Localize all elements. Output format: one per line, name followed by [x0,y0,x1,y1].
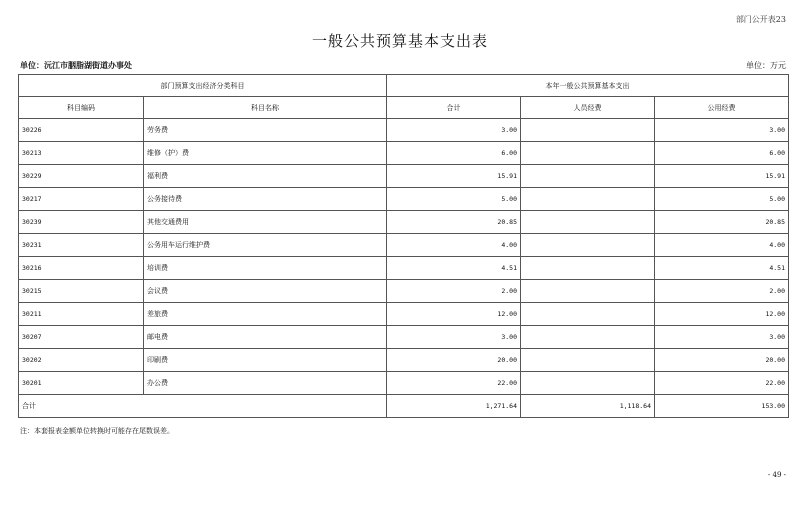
cell-personnel [521,372,655,395]
table-row [19,188,789,211]
table-row [19,303,789,326]
cell-name: 会议费 [144,280,387,303]
cell-code: 30201 [19,372,144,395]
table-row [19,326,789,349]
cell-public: 2.00 [655,280,789,303]
cell-code: 30211 [19,303,144,326]
cell-personnel [521,280,655,303]
cell-total: 15.91 [387,165,521,188]
column-header-personnel: 人员经费 [521,97,655,119]
cell-personnel [521,326,655,349]
cell-personnel [521,119,655,142]
cell-code: 30231 [19,234,144,257]
cell-name: 劳务费 [144,119,387,142]
cell-public: 3.00 [655,326,789,349]
cell-code: 30217 [19,188,144,211]
cell-name: 公务用车运行维护费 [144,234,387,257]
cell-total: 3.00 [387,326,521,349]
cell-name: 办公费 [144,372,387,395]
group-header-expenditure: 本年一般公共预算基本支出 [387,75,789,97]
cell-total: 2.00 [387,280,521,303]
cell-code: 30226 [19,119,144,142]
cell-total: 20.00 [387,349,521,372]
cell-public: 4.00 [655,234,789,257]
cell-code: 30202 [19,349,144,372]
group-header-classification: 部门预算支出经济分类科目 [19,75,387,97]
cell-code: 30229 [19,165,144,188]
cell-personnel [521,165,655,188]
cell-name: 差旅费 [144,303,387,326]
cell-public: 5.00 [655,188,789,211]
cell-total: 22.00 [387,372,521,395]
cell-total: 5.00 [387,188,521,211]
table-row [19,211,789,234]
cell-name: 福利费 [144,165,387,188]
cell-public: 15.91 [655,165,789,188]
cell-name: 其他交通费用 [144,211,387,234]
cell-name: 印刷费 [144,349,387,372]
total-label: 合计 [19,395,387,418]
total-personnel: 1,118.64 [521,395,655,418]
table-row [19,119,789,142]
cell-total: 4.00 [387,234,521,257]
cell-total: 12.00 [387,303,521,326]
currency-unit: 单位：万元 [746,61,786,70]
total-sum: 1,271.64 [387,395,521,418]
page-title: 一般公共预算基本支出表 [311,32,488,50]
document-code: 部门公开表23 [735,15,786,24]
footnote: 注：本套报表金额单位转换时可能存在尾数误差。 [20,427,174,435]
table-row [19,234,789,257]
page-number: - 49 - [767,471,786,479]
cell-code: 30213 [19,142,144,165]
cell-public: 6.00 [655,142,789,165]
cell-code: 30207 [19,326,144,349]
cell-total: 3.00 [387,119,521,142]
cell-public: 3.00 [655,119,789,142]
total-public: 153.00 [655,395,789,418]
cell-name: 培训费 [144,257,387,280]
cell-total: 4.51 [387,257,521,280]
column-header-name: 科目名称 [144,97,387,119]
table-row [19,372,789,395]
column-header-total: 合计 [387,97,521,119]
cell-name: 维修（护）费 [144,142,387,165]
cell-total: 6.00 [387,142,521,165]
cell-personnel [521,211,655,234]
table-body [19,119,789,418]
cell-public: 12.00 [655,303,789,326]
cell-code: 30216 [19,257,144,280]
cell-name: 邮电费 [144,326,387,349]
table-row [19,280,789,303]
table-row [19,165,789,188]
column-header-code: 科目编码 [19,97,144,119]
cell-public: 22.00 [655,372,789,395]
cell-code: 30239 [19,211,144,234]
cell-public: 20.85 [655,211,789,234]
cell-personnel [521,142,655,165]
table-row [19,257,789,280]
budget-table [18,74,789,418]
cell-name: 公务接待费 [144,188,387,211]
table-group-header-row [19,75,789,97]
cell-personnel [521,234,655,257]
cell-public: 4.51 [655,257,789,280]
organization-unit: 单位：沅江市胭脂湖街道办事处 [20,60,132,70]
total-row [19,395,789,418]
cell-public: 20.00 [655,349,789,372]
cell-personnel [521,349,655,372]
table-row [19,142,789,165]
cell-personnel [521,188,655,211]
column-header-public: 公用经费 [655,97,789,119]
table-row [19,349,789,372]
cell-code: 30215 [19,280,144,303]
cell-total: 20.85 [387,211,521,234]
cell-personnel [521,303,655,326]
cell-personnel [521,257,655,280]
table-column-header-row [19,97,789,119]
